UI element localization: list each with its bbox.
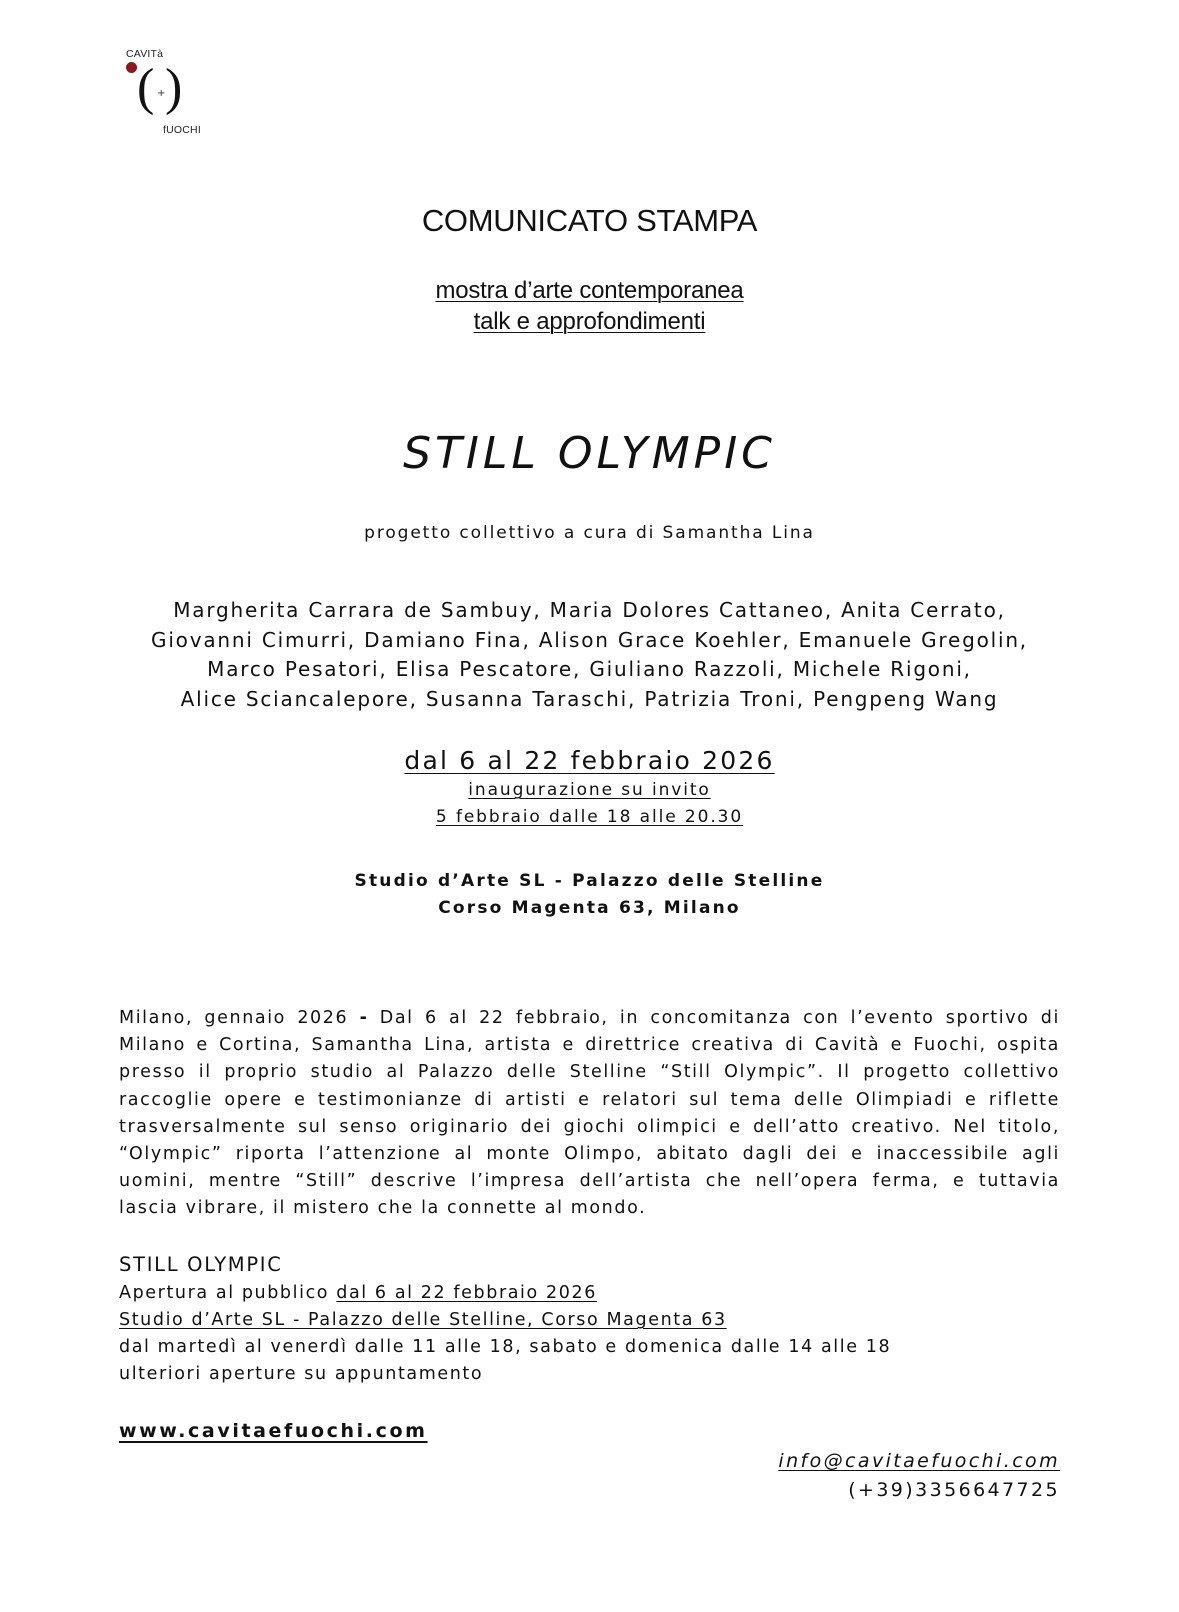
info-extra: ulteriori aperture su appuntamento bbox=[119, 1364, 484, 1384]
logo-top-text: CAVITà bbox=[126, 48, 164, 60]
info-opening-dates: dal 6 al 22 febbraio 2026 bbox=[336, 1283, 597, 1303]
opening-line: inaugurazione su invito bbox=[468, 780, 711, 800]
exhibition-dates: dal 6 al 22 febbraio 2026 bbox=[404, 746, 775, 775]
artists-line: Alice Sciancalepore, Susanna Taraschi, Patrizia Troni, Pengpeng Wang bbox=[180, 686, 999, 711]
cavita-e-fuochi-logo bbox=[120, 46, 220, 142]
email-link[interactable]: info@cavitaefuochi.com bbox=[778, 1450, 1060, 1472]
info-address-text: Studio d’Arte SL - Palazzo delle Stelline, Corso Magenta 63 bbox=[119, 1310, 727, 1330]
info-address bbox=[119, 1310, 1060, 1330]
logo-right-paren: ) bbox=[165, 59, 183, 116]
page-title: COMUNICATO STAMPA bbox=[421, 203, 758, 238]
body-text: Dal 6 al 22 febbraio, in concomitanza con l’evento sportivo di Milano e Cortina, Samantha Lina, artista e direttrice creativa di Cavità e Fuochi, ospita presso il proprio studio al Palazzo delle Stelline “Still Olympic”. Il progetto collettivo raccoglie opere e testimonianze di artisti e relatori sul tema delle Olimpiadi e riflette trasversalmente sul senso originario dei giochi olimpici e dell’atto creativo. Nel titolo, “Olympic” riporta l’attenzione al monte Olimpo, abitato dagli dei e inaccessibile agli uomini, mentre “Still” descrive l’impresa dell’artista che nell’opera ferma, e tuttavia lascia vibrare, il mistero che la connette al mondo. bbox=[119, 1008, 1060, 1219]
logo-red-dot-icon bbox=[126, 62, 137, 73]
subtitle-line: mostra d’arte contemporanea bbox=[435, 277, 744, 304]
phone-number: (+39)3356647725 bbox=[848, 1479, 1060, 1501]
website-link[interactable]: www.cavitaefuochi.com bbox=[119, 1420, 428, 1442]
artists-list bbox=[0, 596, 1179, 714]
logo-left-paren: ( bbox=[137, 59, 155, 116]
info-opening bbox=[119, 1283, 1060, 1303]
venue-line: Corso Magenta 63, Milano bbox=[438, 898, 741, 918]
logo-bottom-text: fUOCHI bbox=[163, 124, 201, 136]
body-intro: Milano, gennaio 2026 bbox=[119, 1008, 349, 1028]
curator-line: progetto collettivo a cura di Samantha Lina bbox=[364, 523, 815, 543]
exhibition-title: STILL OLYMPIC bbox=[403, 428, 776, 479]
info-title: STILL OLYMPIC bbox=[119, 1253, 283, 1276]
info-hours: dal martedì al venerdì dalle 11 alle 18, sabato e domenica dalle 14 alle 18 bbox=[119, 1337, 892, 1357]
logo-plus-icon: + bbox=[157, 88, 166, 99]
artists-line: Giovanni Cimurri, Damiano Fina, Alison Grace Koehler, Emanuele Gregolin, bbox=[151, 627, 1028, 652]
info-opening-prefix: Apertura al pubblico bbox=[119, 1283, 337, 1303]
opening-line: 5 febbraio dalle 18 alle 20.30 bbox=[435, 807, 744, 827]
body-dash: - bbox=[359, 1008, 369, 1028]
body-paragraph bbox=[119, 1005, 1060, 1223]
venue-line: Studio d’Arte SL - Palazzo delle Stelline bbox=[354, 871, 825, 891]
artists-line: Margherita Carrara de Sambuy, Maria Dolores Cattaneo, Anita Cerrato, bbox=[173, 598, 1006, 622]
artists-line: Marco Pesatori, Elisa Pescatore, Giuliano Razzoli, Michele Rigoni, bbox=[207, 657, 972, 681]
subtitle-line: talk e approfondimenti bbox=[473, 308, 706, 335]
